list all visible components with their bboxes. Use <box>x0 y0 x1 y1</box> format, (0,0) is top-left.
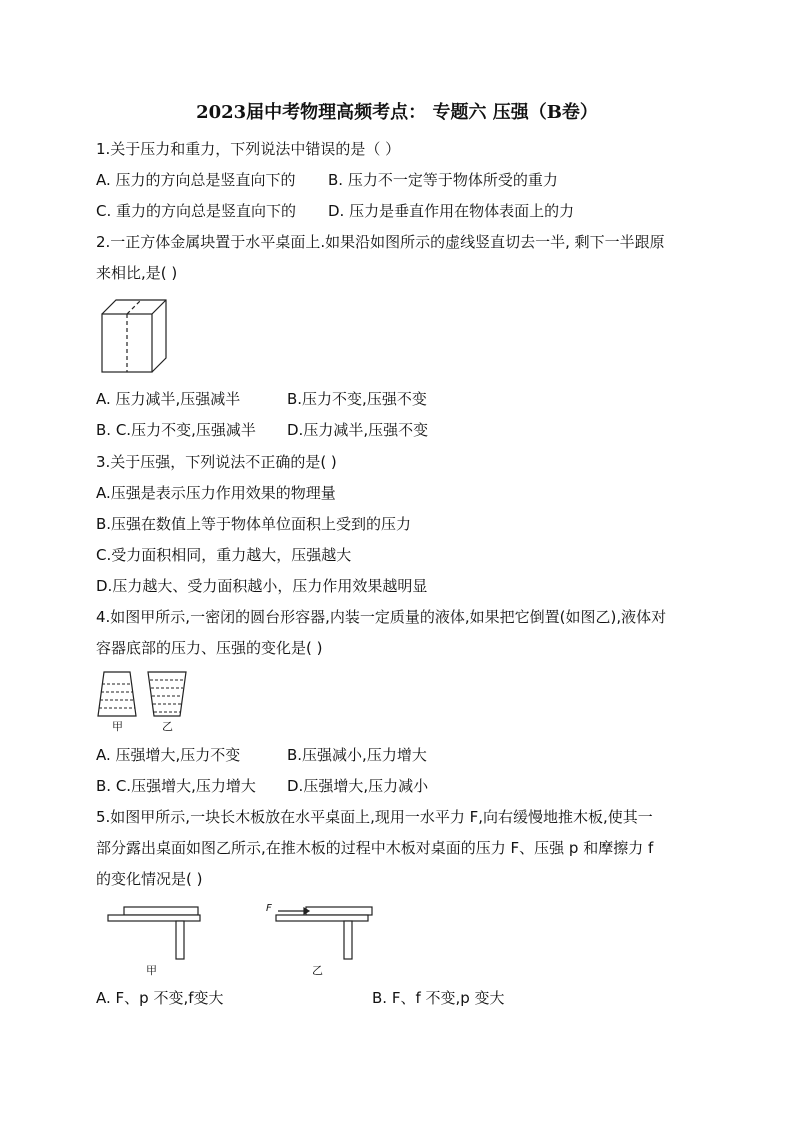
q1-option-a: A. 压力的方向总是竖直向下的 <box>96 171 296 189</box>
q1-option-d: D. 压力是垂直作用在物体表面上的力 <box>328 202 575 220</box>
q4-stem-line1: 4.如图甲所示,一密闭的圆台形容器,内装一定质量的液体,如果把它倒置(如图乙),液体对 <box>96 608 667 626</box>
container-upright <box>98 672 136 716</box>
q2-stem-line1: 2.一正方体金属块置于水平桌面上.如果沿如图所示的虚线竖直切去一半, 剩下一半跟原 <box>96 233 665 251</box>
fig5-label-yi: 乙 <box>312 964 323 977</box>
q4-option-d: D.压强增大,压力减小 <box>287 777 429 795</box>
q2-option-c: B. C.压力不变,压强减半 <box>96 421 256 439</box>
q3-stem: 3.关于压强，下列说法不正确的是( ) <box>96 453 337 471</box>
cube-figure <box>100 298 170 376</box>
q4-option-c: B. C.压强增大,压力增大 <box>96 777 256 795</box>
force-label: F <box>266 903 272 914</box>
cube-top-edge <box>152 300 166 314</box>
q1-stem: 1.关于压力和重力，下列说法中错误的是（ ） <box>96 140 401 158</box>
q3-option-a: A.压强是表示压力作用效果的物理量 <box>96 484 336 502</box>
table-top-b <box>276 915 368 921</box>
fig4-label-jia: 甲 <box>112 720 123 733</box>
table-leg <box>176 921 184 959</box>
q5-option-a: A. F、p 不变,f变大 <box>96 989 224 1007</box>
cube-back-edges <box>102 300 166 372</box>
q5-stem-line1: 5.如图甲所示,一块长木板放在水平桌面上,现用一水平力 F,向右缓慢地推木板,使其一 <box>96 808 653 826</box>
board-on-table-figure-b <box>266 903 378 961</box>
board-shifted <box>306 907 372 915</box>
q1-option-c: C. 重力的方向总是竖直向下的 <box>96 202 297 220</box>
page-title: 2023届中考物理高频考点： 专题六 压强（B卷） <box>196 102 598 123</box>
q3-option-c: C.受力面积相同，重力越大，压强越大 <box>96 546 352 564</box>
q4-option-a: A. 压强增大,压力不变 <box>96 746 241 764</box>
table-top <box>108 915 200 921</box>
q4-stem-line2: 容器底部的压力、压强的变化是( ) <box>96 639 323 657</box>
q2-option-b: B.压力不变,压强不变 <box>287 390 427 408</box>
q3-option-b: B.压强在数值上等于物体单位面积上受到的压力 <box>96 515 412 533</box>
q1-option-b: B. 压力不一定等于物体所受的重力 <box>328 171 558 189</box>
cut-line-top <box>127 300 141 314</box>
q2-option-a: A. 压力减半,压强减半 <box>96 390 241 408</box>
q2-option-d: D.压力减半,压强不变 <box>287 421 429 439</box>
fig4-label-yi: 乙 <box>162 720 173 733</box>
q5-stem-line3: 的变化情况是( ) <box>96 870 203 888</box>
board-on-table-figure-a <box>104 905 204 961</box>
q5-option-b: B. F、f 不变,p 变大 <box>372 989 505 1007</box>
q3-option-d: D.压力越大、受力面积越小，压力作用效果越明显 <box>96 577 428 595</box>
table-leg-b <box>344 921 352 959</box>
board <box>124 907 198 915</box>
frustum-containers-figure <box>96 668 192 732</box>
container-inverted <box>148 672 186 716</box>
q5-stem-line2: 部分露出桌面如图乙所示,在推木板的过程中木板对桌面的压力 F、压强 p 和摩擦力 f <box>96 839 654 857</box>
q2-stem-line2: 来相比,是( ) <box>96 264 178 282</box>
q4-option-b: B.压强减小,压力增大 <box>287 746 427 764</box>
fig5-label-jia: 甲 <box>146 964 157 977</box>
